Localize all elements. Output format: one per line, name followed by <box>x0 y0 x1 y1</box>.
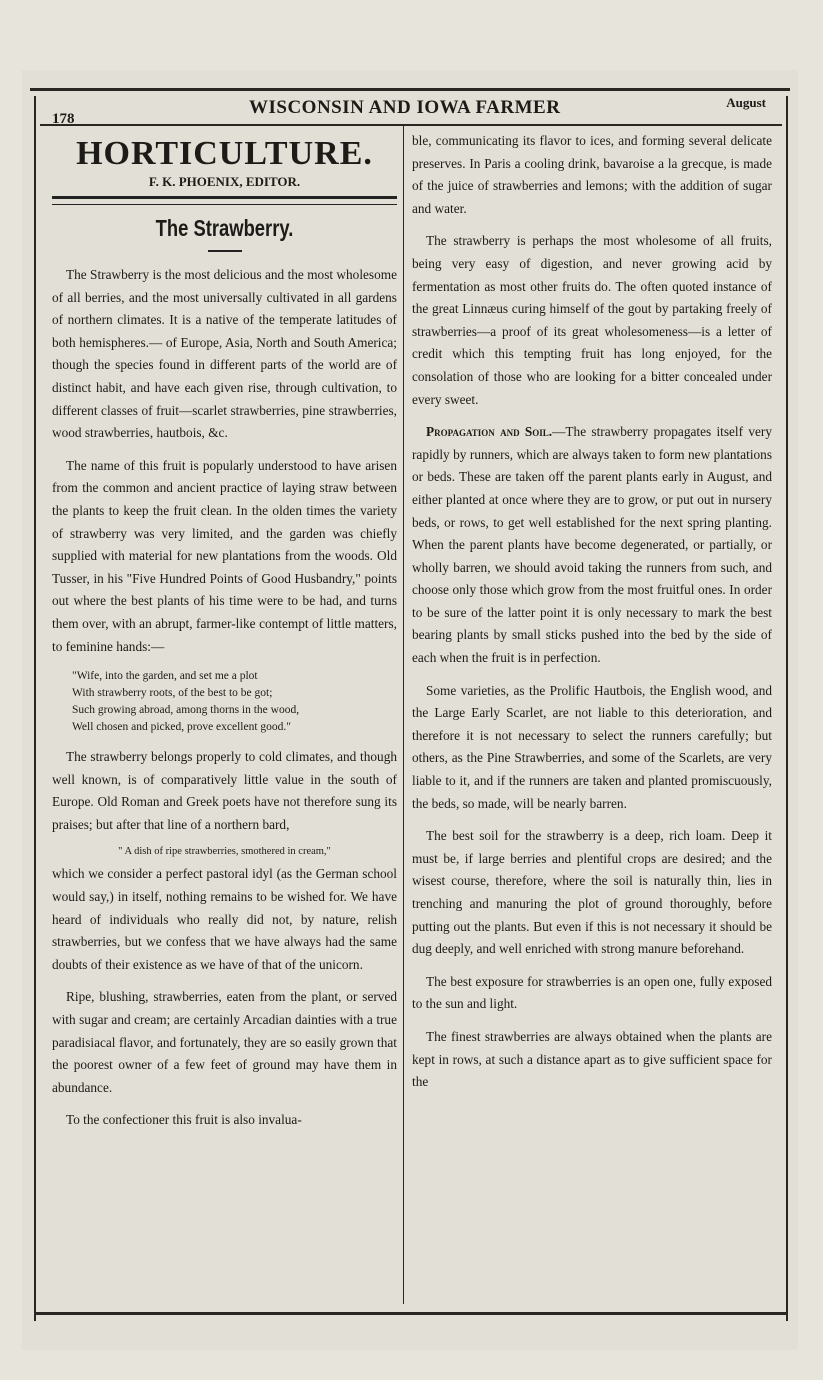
verse-block <box>72 668 397 736</box>
paragraph: The name of this fruit is popularly understood to have arisen from the common and ancient practice of laying straw between the plants to keep the fruit clean. In the olden times the variety of strawberry was very limited, and the garden was chiefly supplied with material for new plantations from the woods. Old Tusser, in his "Five Hundred Points of Good Husbandry," points out where the best plants of his time were to be had, and turns them over, with an abrupt, farmer-like contempt of little matters, to feminine hands:— <box>52 457 397 654</box>
section-heading: Propagation and Soil. <box>426 424 553 440</box>
paragraph: ble, communicating its flavor to ices, and forming several delicate preserves. In Paris a cooling drink, bavaroise a la grecque, is made of the juice of strawberries and lemons; with the addition of sugar and water. <box>412 133 772 216</box>
article-title: The Strawberry. <box>155 215 294 241</box>
paragraph: The strawberry is perhaps the most wholesome of all fruits, being very easy of digestion, and never growing acid by fermentation as most other fruits do. The often quoted instance of the great Linnæus curing himself of the gout by partaking freely of strawberries—a proof of its great wholesomeness—is a letter of credit which this tempting fruit has long enjoyed, for the consolation of those who are looking for a bitter concealed under every sweet. <box>412 233 772 407</box>
paragraph: The best exposure for strawberries is an open one, fully exposed to the sun and light. <box>412 973 772 1012</box>
paragraph: The finest strawberries are always obtained when the plants are kept in rows, at such a distance apart as to give sufficient space for the <box>412 1028 772 1090</box>
verse-line: Well chosen and picked, prove excellent good." <box>72 721 291 734</box>
paragraph: To the confectioner this fruit is also invalua- <box>66 1112 302 1128</box>
paragraph: Ripe, blushing, strawberries, eaten from the plant, or served with sugar and cream; are certainly Arcadian dainties with a true paradisiacal flavor, and fortunately, they are so easily grown that the poorest owner of a few feet of ground may have them in abundance. <box>52 989 397 1095</box>
quoted-line: " A dish of ripe strawberries, smothered in cream," <box>118 846 331 858</box>
paragraph: which we consider a perfect pastoral idyl (as the German school would say,) in itself, nothing remains to be wished for. We have heard of individuals who really did not, by nature, relish strawberries, but we confess that we have always had the same doubts of their existence as we have of that of the unicorn. <box>52 866 397 972</box>
title-dash <box>208 250 242 252</box>
paragraph-propagation <box>412 421 772 670</box>
department-title: HORTICULTURE. <box>76 135 373 172</box>
top-border-rule <box>30 88 790 91</box>
paragraph-text: —The strawberry propagates itself very rapidly by runners, which are always taken to form new plantations or beds. These are taken off the parent plants early in August, and either planted at once where they are to grow, or put out in nursery beds, or rows, to get well established for the next spring planting. When the parent plants have become degenerated, or partially, or wholly barren, we should avoid taking the runners from such, and choose only those which grow from the most fruitful ones. In order to be sure of the latter point it is only necessary to mark the best bearing plants by small sticks pushed into the bed by the side of each when the fruit is in perfection. <box>412 424 772 666</box>
verse-line: "Wife, into the garden, and set me a plot <box>72 670 258 683</box>
right-border-rule <box>786 96 788 1321</box>
paragraph: The best soil for the strawberry is a deep, rich loam. Deep it must be, if large berries and plentiful crops are desired; and the wisest course, therefore, where the soil is naturally thin, lies in trenching and manuring the plot of ground thoroughly, before putting out the plants. But even if this is not necessary it should be dug deeply, and well enriched with strong manure beforehand. <box>412 828 772 957</box>
page-number: 178 <box>52 111 75 127</box>
verse-line: With strawberry roots, of the best to be got; <box>72 687 273 700</box>
section-rule <box>52 196 397 205</box>
paragraph: The strawberry belongs properly to cold climates, and though well known, is of comparatively little value in the south of Europe. Old Roman and Greek poets have not therefore sung its praises; but after that line of a northern bard, <box>52 749 397 832</box>
issue-month: August <box>726 95 766 110</box>
bottom-border-rule <box>36 1312 788 1315</box>
right-column <box>412 130 772 1104</box>
paragraph: The Strawberry is the most delicious and the most wholesome of all berries, and the most universally cultivated in all gardens of northern climates. It is a native of the temperate latitudes of both hemispheres.— of Europe, Asia, North and South America; though the species found in different parts of the world are of distinct habit, and have each given rise, through cultivation, to different classes of fruit—scarlet strawberries, pine strawberries, wood strawberries, hautbois, &c. <box>52 267 397 441</box>
paragraph: Some varieties, as the Prolific Hautbois, the English wood, and the Large Early Scarlet, are not liable to this deterioration, and therefore it is not necessary to select the runners carefully; but others, as the Pine Strawberries, and some of the Scarlets, are very liable to it, and if the runners are taken and planted promiscuously, the beds, so made, will be nearly barren. <box>412 682 772 811</box>
editor-line: F. K. PHOENIX, EDITOR. <box>148 174 301 189</box>
verse-line: Such growing abroad, among thorns in the wood, <box>72 704 300 717</box>
left-column <box>52 130 397 1142</box>
journal-title: WISCONSIN AND IOWA FARMER <box>249 97 561 118</box>
left-border-rule <box>34 96 36 1321</box>
column-divider <box>403 126 404 1304</box>
running-header <box>44 95 784 125</box>
